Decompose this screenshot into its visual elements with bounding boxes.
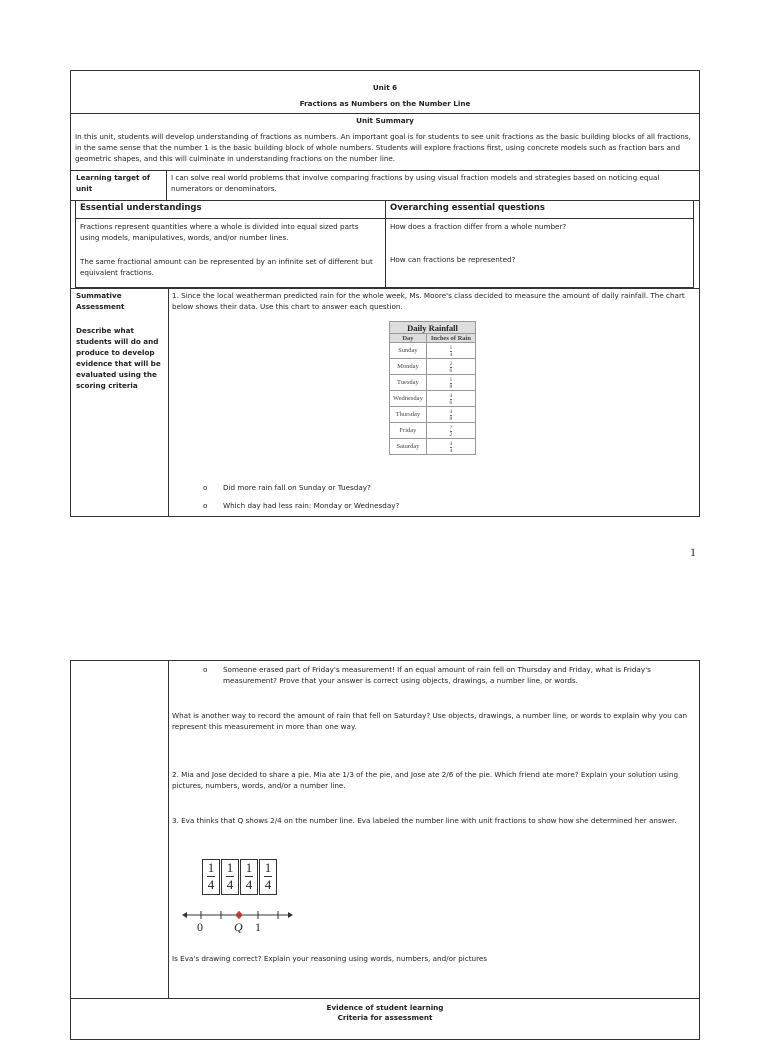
question-1c: Someone erased part of Friday's measurement! If an equal amount of rain fell on Thursday and Friday, what is Friday's measurement? Prove that your answer is correct using objects, drawings, a number line, or words. — [223, 665, 651, 685]
summative-description: Describe what students will do and produce to develop evidence that will be evaluated using the scoring criteria — [76, 326, 161, 390]
bullet: o — [203, 665, 208, 674]
numerator: 1 — [264, 860, 272, 875]
numerator: 4 — [449, 392, 453, 399]
learning-target-text: I can solve real world problems that involve comparing fractions by using visual fraction models and strategies based on noticing equal numerators or denominators. — [171, 173, 660, 193]
day-cell: Friday — [390, 423, 427, 439]
evidence-heading: Evidence of student learning — [326, 1003, 444, 1012]
label-one: 1 — [255, 920, 261, 934]
numerator: ? — [449, 424, 453, 431]
denominator: 4 — [226, 877, 234, 892]
rainfall-row — [390, 407, 476, 423]
eu-heading: Essential understandings — [80, 203, 202, 213]
unit-title: Fractions as Numbers on the Number Line — [299, 99, 471, 108]
denominator: 2 — [449, 431, 453, 438]
inches-cell — [426, 391, 475, 407]
rainfall-row — [390, 375, 476, 391]
question-2: 2. Mia and Jose decided to share a pie. Mia ate 1/3 of the pie, and Jose ate 2/6 of the pie. Which friend ate more? Explain your solution using pictures, numbers, words, and/or a number line. — [172, 770, 679, 790]
label-zero: 0 — [197, 920, 203, 934]
question-1: 1. Since the local weatherman predicted rain for the whole week, Ms. Moore's class decided to measure the amount of daily rainfall. The chart below shows their data. Use this chart to answer each question. — [172, 291, 685, 311]
denominator: 8 — [449, 383, 453, 390]
col-inches: Inches of Rain — [426, 334, 475, 343]
eq-heading: Overarching essential questions — [390, 203, 545, 213]
summary-heading: Unit Summary — [356, 116, 414, 125]
numerator: 1 — [207, 860, 215, 875]
daily-rainfall-table — [389, 321, 476, 455]
question-1a: Did more rain fall on Sunday or Tuesday? — [223, 483, 371, 492]
inches-cell — [426, 439, 475, 455]
denominator: 6 — [449, 367, 453, 374]
rainfall-row — [390, 391, 476, 407]
inches-cell — [426, 343, 475, 359]
numerator: 1 — [245, 860, 253, 875]
rainfall-row — [390, 359, 476, 375]
question-1d: What is another way to record the amount of rain that fell on Saturday? Use objects, drawings, a number line, or words to explain why you can represent this measurement in more than one way. — [172, 711, 688, 731]
day-cell: Saturday — [390, 439, 427, 455]
fraction-bar — [202, 859, 220, 895]
inches-cell — [426, 359, 475, 375]
question-3b: Is Eva's drawing correct? Explain your reasoning using words, numbers, and/or pictures — [172, 954, 488, 963]
fraction-bar — [240, 859, 258, 895]
numerator: 1 — [449, 376, 453, 383]
denominator: 4 — [207, 877, 215, 892]
rainfall-row — [390, 423, 476, 439]
summative-label: Summative Assessment — [76, 291, 125, 311]
numerator: 1 — [449, 344, 453, 351]
eq-item: How can fractions be represented? — [390, 255, 516, 264]
day-cell: Monday — [390, 359, 427, 375]
inches-cell — [426, 375, 475, 391]
day-cell: Thursday — [390, 407, 427, 423]
bullet: o — [203, 501, 208, 510]
denominator: 4 — [264, 877, 272, 892]
col-day: Day — [390, 334, 427, 343]
day-cell: Tuesday — [390, 375, 427, 391]
denominator: 4 — [449, 351, 453, 358]
inches-cell — [426, 423, 475, 439]
unit-number: Unit 6 — [372, 83, 398, 92]
question-1b: Which day had less rain: Monday or Wednesday? — [223, 501, 400, 510]
rainfall-title: Daily Rainfall — [390, 322, 476, 334]
day-cell: Wednesday — [390, 391, 427, 407]
denominator: 4 — [449, 447, 453, 454]
numerator: 4 — [449, 440, 453, 447]
point-q — [236, 912, 242, 918]
numerator: 4 — [449, 408, 453, 415]
arrow-right-icon — [288, 912, 293, 918]
denominator: 4 — [245, 877, 253, 892]
summary-text: In this unit, students will develop understanding of fractions as numbers. An important goal is for students to see unit fractions as the basic building blocks of all fractions, in the same sense that the number 1 is the basic building block of whole numbers. Students will explore fractions first, using concrete models such as fraction bars and geometric shapes, and this will culminate in understanding fractions on the number line. — [75, 132, 691, 163]
numerator: 1 — [226, 860, 234, 875]
numerator: 2 — [449, 360, 453, 367]
eu-item: The same fractional amount can be represented by an infinite set of different but equivalent fractions. — [80, 257, 373, 277]
learning-target-label: Learning target of unit — [76, 173, 151, 193]
question-3: 3. Eva thinks that Q shows 2/4 on the number line. Eva labeled the number line with unit fractions to show how she determined her answer. — [172, 816, 677, 825]
eq-item: How does a fraction differ from a whole number? — [390, 222, 567, 231]
fraction-bar — [259, 859, 277, 895]
arrow-left-icon — [182, 912, 187, 918]
denominator: 6 — [449, 399, 453, 406]
label-q: Q — [234, 920, 243, 934]
denominator: 8 — [449, 415, 453, 422]
bullet: o — [203, 483, 208, 492]
day-cell: Sunday — [390, 343, 427, 359]
fraction-bar — [221, 859, 239, 895]
eu-item: Fractions represent quantities where a whole is divided into equal sized parts using models, manipulatives, words, and/or number lines. — [80, 222, 359, 242]
rainfall-row — [390, 439, 476, 455]
criteria-heading: Criteria for assessment — [337, 1013, 433, 1022]
rainfall-row — [390, 343, 476, 359]
page-number: 1 — [690, 545, 696, 559]
inches-cell — [426, 407, 475, 423]
